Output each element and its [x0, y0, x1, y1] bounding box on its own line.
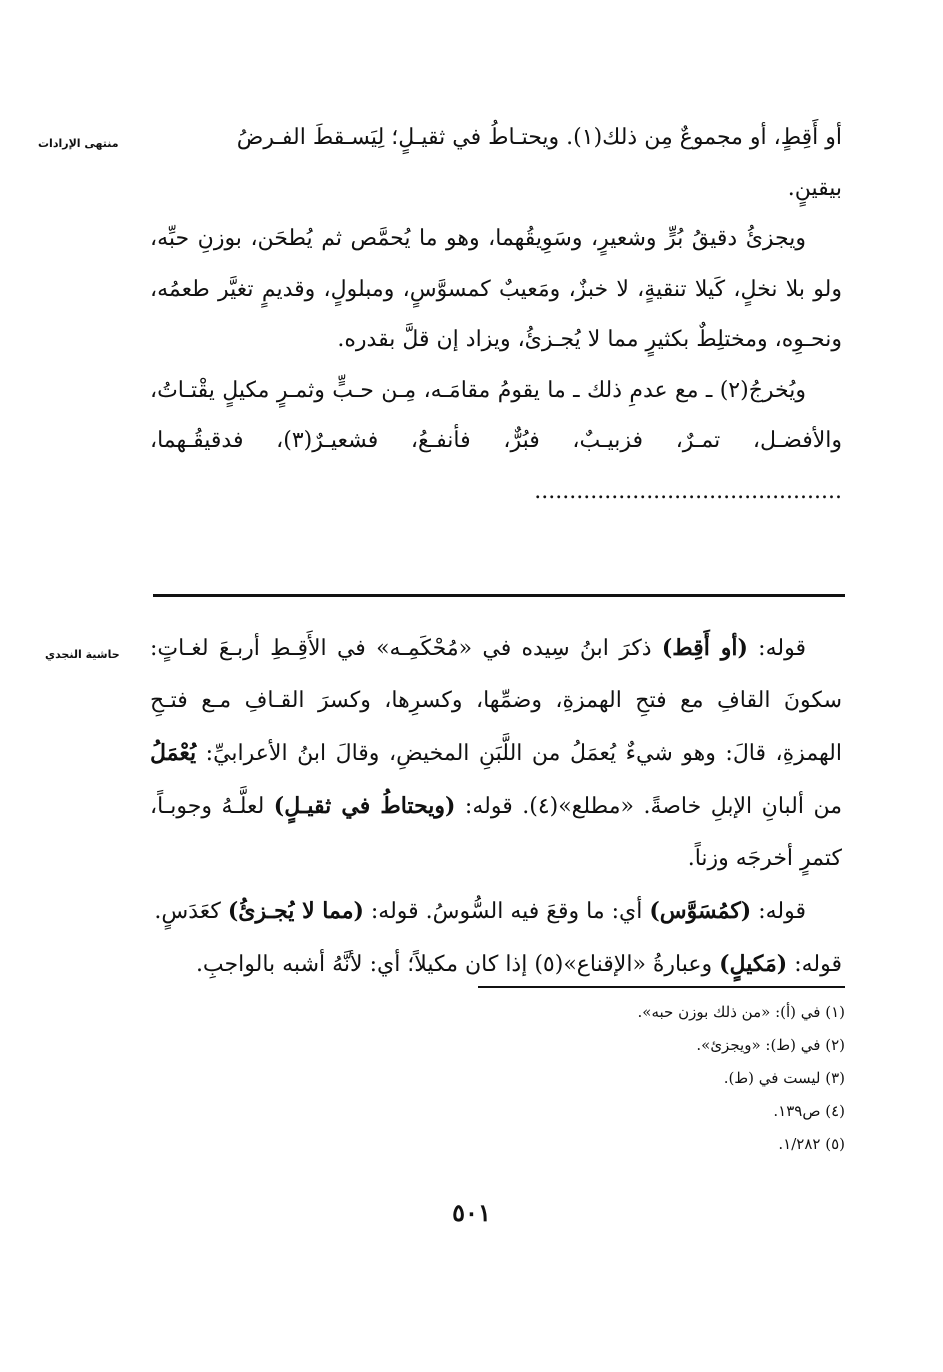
hashiya-p2-b: أي: ما وقعَ فيه السُّوسُ. قوله: [363, 899, 650, 924]
hashiya-p2-bold2: (مما لا يُجـزئُ) [227, 898, 364, 924]
side-label-hashiya: حاشية النجدي [45, 648, 120, 661]
footnotes [478, 996, 845, 1161]
footnote-3: (٣) ليست في (ط). [723, 1069, 845, 1087]
footnote-divider [478, 986, 845, 988]
main-paragraph-2: ويجزئُ دقيقُ بُرٍّ وشعيرٍ، وسَوِيقُهما، وهو ما يُحمَّص ثم يُطحَن، بوزنِ حبِّه، ولو بلا نخلٍ، كَيلا تنقيةٍ، لا خبزٌ، ومَعيبٌ كمسوَّسٍ، ومبلولٍ، وقديمٍ تغيَّر طعمُه، ونحـوِه، ومختلِطٌ بكثيرٍ مما لا يُجـزئُ، ويزاد إن قلَّ بقدره. [150, 226, 842, 352]
main-paragraph-3 [150, 366, 842, 518]
main-p1-line2: بيقينٍ. [787, 175, 842, 201]
hashiya-p2-bold1: (كمُسَوَّس) [649, 898, 752, 924]
hashiya-p3-bold1: (مَكيلٍ) [719, 951, 788, 977]
main-p3-dots: ............................................ [534, 478, 842, 504]
main-text-block [150, 113, 842, 517]
hashiya-paragraph-1 [150, 622, 842, 885]
main-p1-line1: أو أَقِطٍ، أو مجموعٌ مِن ذلك(١). ويحتـاطُ في ثقيـلٍ؛ لِيَسـقطَ الفـرضُ [236, 125, 842, 150]
hashiya-p2-c: كعَدَسٍ. [154, 899, 228, 924]
footnote-5: (٥) ١/٢٨٢. [778, 1135, 845, 1153]
side-label-muntaha: منتهى الإرادات [38, 137, 119, 150]
hashiya-p1-d: لعلَّـهُ وجوبـاً، كتمرٍ أخرجَه وزناً. [150, 794, 842, 871]
hashiya-paragraph-2 [150, 885, 842, 938]
footnote-4: (٤) ص١٣٩. [773, 1102, 845, 1120]
footnote-2: (٢) في (ط): «ويجزئ». [696, 1036, 845, 1054]
section-divider [153, 594, 845, 597]
hashiya-text-block [150, 622, 842, 991]
hashiya-p1-b: ذكرَ ابنُ سِيده في «مُحْكَمِـه» في الأَقِـطِ أربـعَ لغـاتٍ: سكونَ القافِ مع فتحِ الهمزةِ، وضمِّها، وكسرِها، وكسرَ القـافِ مـع فتـحِ الهمزةِ، قالَ: وهو شيءٌ يُعمَلُ من اللَّبَنِ المخيضِ، وقالَ ابنُ الأعرابيِّ: [150, 636, 842, 766]
hashiya-p3-b: وعبارةُ «الإقناع»(٥) إذا كان مكيلاً؛ أي: لأنَّهُ أشبه بالواجبِ. [195, 952, 720, 977]
hashiya-paragraph-3 [150, 938, 842, 991]
hashiya-p1-bold3: (ويحتاطُ في ثقيـلٍ) [273, 793, 456, 819]
hashiya-p2-a: قوله: [751, 899, 806, 924]
main-p3-text: ويُخرجُ(٢) ـ مع عدمِ ذلك ـ ما يقومُ مقامَـه، مِـن حـبٍّ وثمـرٍ مكيلٍ يقْتـاتُ، والأفضـل، تمـرٌ، فزبيـبٌ، فبُرٌّ، فأنفـعُ، فشعيـرٌ(٣)، فدقيقُـهما، [150, 377, 842, 453]
hashiya-p3-a: قوله: [787, 952, 842, 977]
hashiya-p1-c: من ألبانِ الإبلِ خاصةً. «مطلع»(٤). قوله: [455, 794, 843, 819]
hashiya-p1-a: قوله: [747, 636, 806, 661]
hashiya-p1-bold2: يُعْمَلُ [150, 740, 197, 766]
main-paragraph-1 [150, 113, 842, 214]
footnote-1: (١) في (أ): «من ذلك بوزن حبه». [637, 1003, 845, 1021]
page-number: ٥٠١ [452, 1198, 491, 1227]
hashiya-p1-bold1: (أو أَقِط) [661, 635, 748, 661]
